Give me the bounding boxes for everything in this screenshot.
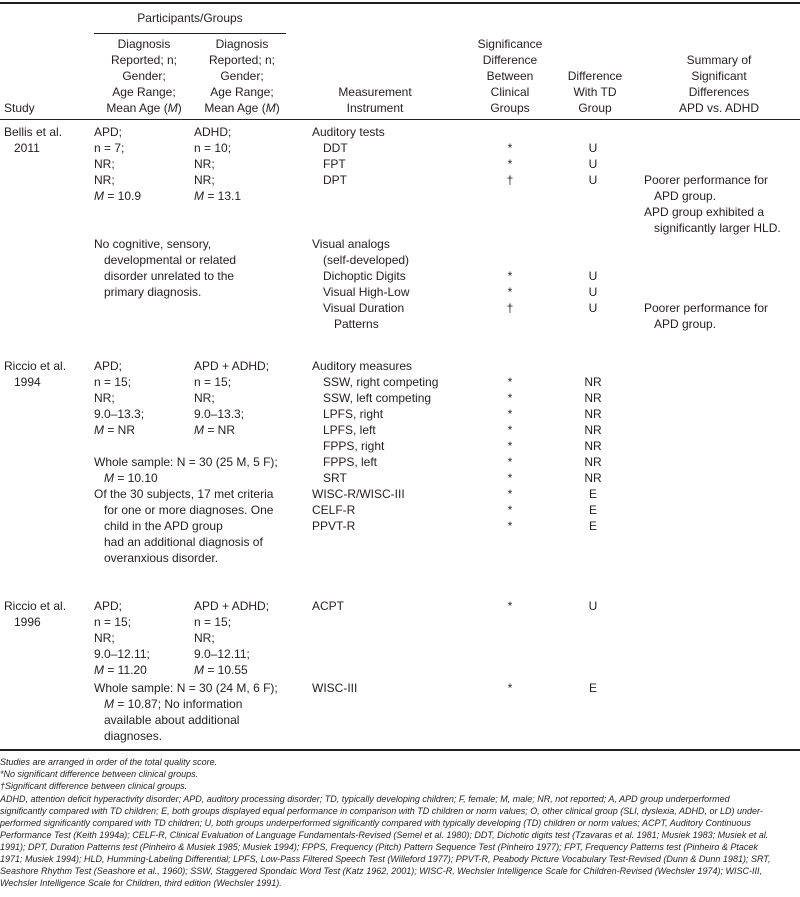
summary-text: Poorer performance for — [644, 301, 769, 315]
td-value: NR — [584, 471, 602, 485]
top-rule — [0, 2, 800, 4]
sig-mark: † — [506, 301, 514, 315]
sig-mark: * — [507, 391, 513, 405]
sig-mark: * — [507, 455, 513, 469]
td-value: U — [588, 173, 598, 187]
test-name: WISC-III — [312, 681, 358, 695]
footnote-line: significantly compared with TD children; E, both groups displayed equal performance in comparison with TD children or norm values; O, other clinical group (SLI, dyslexia, ADHD, or LD) under- — [0, 806, 763, 816]
test-name: ACPT — [312, 599, 345, 613]
footnote-line: *No significant difference between clinical groups. — [0, 769, 199, 779]
sig-mark: * — [507, 285, 513, 299]
sig-mark: * — [507, 681, 513, 695]
study-header: Study — [4, 101, 35, 115]
footnote-line: †Significant difference between clinical groups. — [0, 781, 188, 791]
test-name: SSW, right competing — [323, 375, 439, 389]
sig-mark: † — [506, 173, 514, 187]
footnote-line: ADHD, attention deficit hyperactivity disorder; APD, auditory processing disorder; TD, typically developing children; F, female; M, male; NR, not reported; A, APD group underperformed — [0, 794, 730, 804]
study-name: Bellis et al. — [4, 125, 63, 139]
test-name: Visual High-Low — [323, 285, 410, 299]
participants-groups-header: Participants/Groups — [137, 11, 243, 25]
td-value: U — [588, 599, 598, 613]
test-name: LPFS, right — [323, 407, 384, 421]
td-value: E — [588, 519, 597, 533]
sig-mark: * — [507, 599, 513, 613]
td-value: U — [588, 269, 598, 283]
td-value: NR — [584, 391, 602, 405]
test-name: LPFS, left — [323, 423, 376, 437]
group-underline — [94, 33, 286, 34]
footnote-line: Performance Test (Keith 1994a); CELF-R, Clinical Evaluation of Language Fundamentals-Revised (Semel et al. 1980); DDT, Dichotic digits test (Tzavaras et al. 1981; Musiek 1983; Musiek et al. — [0, 830, 769, 840]
sig-mark: * — [507, 407, 513, 421]
td-value: NR — [584, 455, 602, 469]
td-value: U — [588, 141, 598, 155]
category-visual-analogs: Visual analogs — [312, 237, 390, 251]
test-name: Dichoptic Digits — [323, 269, 406, 283]
sig-mark: * — [507, 519, 513, 533]
bellis-note: No cognitive, sensory, — [94, 237, 212, 251]
td-value: NR — [584, 375, 602, 389]
footnote-line: Seashore Rhythm Test (Seashore et al., 1960); SSW, Staggered Spondaic Word Test (Katz 1962, 2001); WISC-R, Wechsler Intelligence Scale for Children-Revised (Wechsler 1974); WISC-III, — [0, 866, 763, 876]
sig-mark: * — [507, 141, 513, 155]
summary-text: Poorer performance for — [644, 173, 769, 187]
footnote-line: 1971; Musiek 1994); HLD, Humming-Labeling Differential; LPFS, Low-Pass Filtered Speech Test (Willeford 1977); PPVT-R, Peabody Picture Vocabulary Test-Revised (Dunn & Dunn 1981); SRT, — [0, 854, 771, 864]
group2-apd-adhd: APD + ADHD; — [194, 359, 270, 373]
td-value: U — [588, 301, 598, 315]
test-name: PPVT-R — [312, 519, 356, 533]
category-auditory-measures: Auditory measures — [312, 359, 413, 373]
test-name: DDT — [323, 141, 348, 155]
group1-apd: APD; — [94, 359, 123, 373]
td-value: NR — [584, 439, 602, 453]
test-name: FPPS, left — [323, 455, 378, 469]
sig-mark: * — [507, 471, 513, 485]
td-value: NR — [584, 407, 602, 421]
category-auditory-tests: Auditory tests — [312, 125, 385, 139]
test-name: CELF-R — [312, 503, 356, 517]
footnote-line: 1991); DPT, Duration Patterns test (Pinheiro & Musiek 1985; Musiek 1994); FPPS, Frequency (Pitch) Pattern Sequence Test (Pinheiro 1977); FPT, Frequency Patterns test (Pinheiro & Ptacek — [0, 842, 758, 852]
footnote-line: performed significantly compared with TD children; U, both groups underperformed significantly compared with typically developing (TD) children or norm values; ACPT, Auditory Continuous — [0, 818, 751, 828]
study-name: Riccio et al. — [4, 359, 67, 373]
sig-mark: * — [507, 269, 513, 283]
group2-adhd: ADHD; — [194, 125, 232, 139]
group1-apd: APD; — [94, 599, 123, 613]
td-value: E — [588, 503, 597, 517]
test-name: Visual Duration — [323, 301, 405, 315]
sig-mark: * — [507, 157, 513, 171]
test-name: FPT — [323, 157, 346, 171]
header-rule — [0, 119, 800, 120]
whole-sample: Whole sample: N = 30 (25 M, 5 F); — [94, 455, 278, 469]
test-name: WISC-R/WISC-III — [312, 487, 405, 501]
td-value: NR — [584, 423, 602, 437]
td-value: U — [588, 285, 598, 299]
td-value: E — [588, 681, 597, 695]
test-name: SSW, left competing — [323, 391, 432, 405]
sig-mark: * — [507, 375, 513, 389]
test-name: SRT — [323, 471, 347, 485]
sig-mark: * — [507, 423, 513, 437]
study-name: Riccio et al. — [4, 599, 67, 613]
riccio-1994-note: Of the 30 subjects, 17 met criteria — [94, 487, 274, 501]
td-value: U — [588, 157, 598, 171]
sig-mark: * — [507, 439, 513, 453]
td-value: E — [588, 487, 597, 501]
test-name: DPT — [323, 173, 347, 187]
bottom-rule — [0, 749, 800, 751]
test-name: FPPS, right — [323, 439, 385, 453]
group2-apd-adhd: APD + ADHD; — [194, 599, 270, 613]
sig-mark: * — [507, 487, 513, 501]
whole-sample: Whole sample: N = 30 (24 M, 6 F); — [94, 681, 278, 695]
footnote-line: Wechsler Intelligence Scale for Children, third edition (Wechsler 1991). — [0, 878, 282, 888]
group1-apd: APD; — [94, 125, 123, 139]
footnote-line: Studies are arranged in order of the total quality score. — [0, 757, 218, 767]
sig-mark: * — [507, 503, 513, 517]
